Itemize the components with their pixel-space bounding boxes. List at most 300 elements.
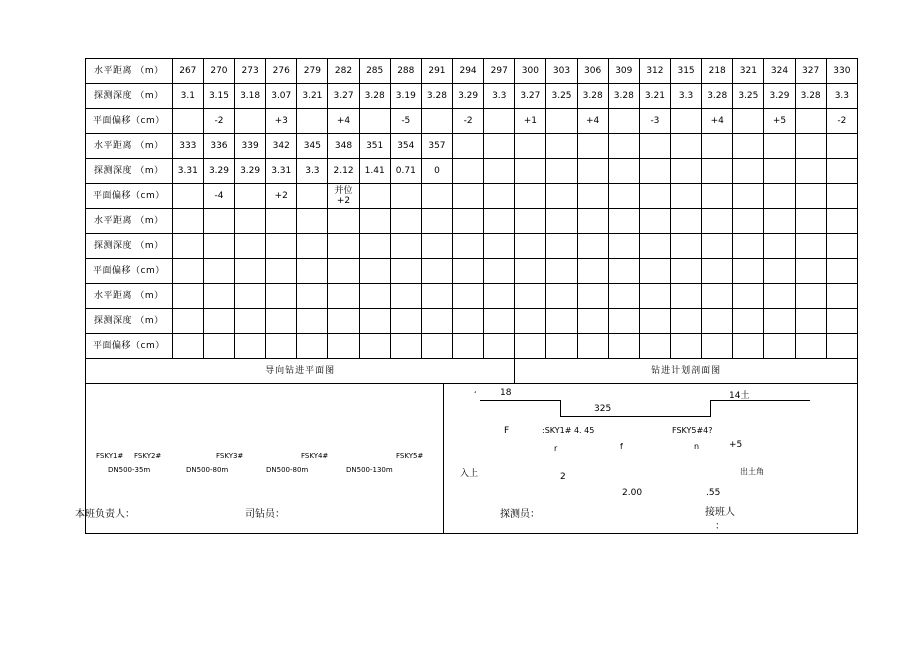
well-label-fsky3: FSKY3#	[216, 452, 244, 460]
footer-driller-label: 司钻员：	[245, 509, 285, 520]
cell	[203, 209, 234, 234]
cell	[390, 334, 421, 359]
cell: 218	[702, 59, 733, 84]
table-row	[86, 334, 858, 359]
cell: 306	[577, 59, 608, 84]
cell	[639, 259, 670, 284]
cell	[733, 209, 764, 234]
row-label-probe-depth: 探测深度 （m）	[86, 234, 173, 259]
ground-step-right	[710, 400, 711, 417]
cell: 288	[390, 59, 421, 84]
drilling-record-sheet	[85, 58, 858, 534]
cell	[515, 334, 546, 359]
cell	[421, 334, 452, 359]
cell: +3	[266, 109, 297, 134]
cell	[764, 234, 795, 259]
table-row	[86, 184, 858, 209]
table-row	[86, 59, 858, 84]
cell	[266, 284, 297, 309]
cell: 3.29	[764, 84, 795, 109]
cell	[826, 334, 857, 359]
cell	[639, 309, 670, 334]
cell	[546, 109, 577, 134]
cell	[359, 209, 390, 234]
cell: 315	[671, 59, 702, 84]
cell	[328, 259, 359, 284]
cell	[390, 234, 421, 259]
cell	[484, 284, 515, 309]
cell: 285	[359, 59, 390, 84]
cell	[546, 234, 577, 259]
cell	[172, 234, 203, 259]
cell	[608, 184, 639, 209]
cell	[733, 334, 764, 359]
cell: 300	[515, 59, 546, 84]
profile-value-325: 325	[594, 404, 612, 414]
cell	[795, 259, 826, 284]
footer-shift-handover-colon: ：	[715, 521, 725, 532]
pipe-label-1: DN500-35m	[108, 466, 151, 474]
cell: 321	[733, 59, 764, 84]
cell	[639, 159, 670, 184]
cell	[453, 159, 484, 184]
cell: 并位 +2	[328, 184, 359, 209]
pipe-label-2: DN500-80m	[186, 466, 229, 474]
cell: -2	[826, 109, 857, 134]
cell	[795, 309, 826, 334]
row-label-plane-offset: 平面偏移（cm）	[86, 109, 173, 134]
cell: +2	[266, 184, 297, 209]
cell: 2.12	[328, 159, 359, 184]
cell: +4	[577, 109, 608, 134]
table-body	[86, 59, 858, 384]
cell	[421, 259, 452, 284]
cell	[608, 159, 639, 184]
cell	[515, 134, 546, 159]
cell	[421, 284, 452, 309]
cell	[795, 109, 826, 134]
cell	[702, 134, 733, 159]
footer-shift-handover-label: 接班人	[705, 507, 735, 518]
cell	[484, 234, 515, 259]
cell	[639, 184, 670, 209]
cell: -4	[203, 184, 234, 209]
cell	[546, 134, 577, 159]
cell	[546, 284, 577, 309]
cell: 3.15	[203, 84, 234, 109]
cell: 3.3	[484, 84, 515, 109]
cell	[577, 259, 608, 284]
cell	[390, 184, 421, 209]
footer-surveyor-label: 探测员：	[500, 509, 540, 520]
cell	[733, 159, 764, 184]
cell: 279	[297, 59, 328, 84]
cell: 297	[484, 59, 515, 84]
cell	[328, 284, 359, 309]
cell	[826, 209, 857, 234]
cell	[546, 184, 577, 209]
cell: 3.29	[235, 159, 266, 184]
profile-label-entry-angle: 入上	[460, 469, 479, 479]
cell	[795, 159, 826, 184]
cell	[608, 234, 639, 259]
cell	[484, 159, 515, 184]
cell: 3.19	[390, 84, 421, 109]
cell	[484, 184, 515, 209]
cell	[702, 334, 733, 359]
cell	[297, 234, 328, 259]
cell	[235, 334, 266, 359]
cell: 3.3	[671, 84, 702, 109]
row-label-probe-depth: 探测深度 （m）	[86, 159, 173, 184]
cell	[235, 184, 266, 209]
cell	[639, 284, 670, 309]
cell	[266, 259, 297, 284]
profile-value-2: 2	[560, 472, 566, 482]
profile-value-18: 18	[500, 388, 512, 398]
cell	[608, 284, 639, 309]
cell	[484, 109, 515, 134]
cell: 3.29	[203, 159, 234, 184]
cell	[421, 184, 452, 209]
cell: 3.28	[577, 84, 608, 109]
cell: 3.27	[515, 84, 546, 109]
cell: 267	[172, 59, 203, 84]
cell	[328, 234, 359, 259]
cell	[577, 184, 608, 209]
profile-label-F: F	[504, 426, 510, 436]
cell: +5	[764, 109, 795, 134]
table-row	[86, 84, 858, 109]
cell	[608, 309, 639, 334]
profile-value-55: .55	[706, 488, 721, 498]
cell	[764, 334, 795, 359]
cell: 270	[203, 59, 234, 84]
cell	[826, 284, 857, 309]
cell: 3.28	[608, 84, 639, 109]
caption-plan-view: 导向钻进平面图	[86, 359, 515, 384]
cell	[484, 209, 515, 234]
cell	[359, 259, 390, 284]
cell	[733, 234, 764, 259]
cell	[172, 284, 203, 309]
cell: 3.18	[235, 84, 266, 109]
cell: 3.28	[359, 84, 390, 109]
cell: 357	[421, 134, 452, 159]
ground-line-mid	[560, 416, 710, 417]
cell: 3.25	[733, 84, 764, 109]
cell: 1.41	[359, 159, 390, 184]
profile-label-sky1: :SKY1# 4. 45	[542, 426, 595, 435]
cell	[671, 209, 702, 234]
cell: 330	[826, 59, 857, 84]
cell	[795, 184, 826, 209]
cell	[421, 309, 452, 334]
cell	[266, 309, 297, 334]
cell	[733, 284, 764, 309]
cell	[390, 259, 421, 284]
cell	[515, 159, 546, 184]
cell	[515, 259, 546, 284]
cell: +4	[702, 109, 733, 134]
cell: 333	[172, 134, 203, 159]
cell: 3.28	[702, 84, 733, 109]
cell	[484, 309, 515, 334]
cell: -2	[203, 109, 234, 134]
cell	[235, 259, 266, 284]
cell	[203, 234, 234, 259]
cell	[172, 109, 203, 134]
cell: 336	[203, 134, 234, 159]
cell: 294	[453, 59, 484, 84]
cell	[608, 334, 639, 359]
cell	[235, 109, 266, 134]
well-label-fsky4: FSKY4#	[301, 452, 329, 460]
row-label-plane-offset: 平面偏移（cm）	[86, 259, 173, 284]
cell: +4	[328, 109, 359, 134]
cell	[671, 109, 702, 134]
cell	[359, 284, 390, 309]
well-label-fsky1: FSKY1#	[96, 452, 124, 460]
well-label-fsky5: FSKY5#	[396, 452, 424, 460]
cell	[453, 259, 484, 284]
cell	[764, 159, 795, 184]
table-row	[86, 234, 858, 259]
cell	[826, 309, 857, 334]
cell: 312	[639, 59, 670, 84]
cell	[546, 334, 577, 359]
plan-view-labels	[86, 452, 443, 482]
cell	[577, 159, 608, 184]
row-label-probe-depth: 探测深度 （m）	[86, 309, 173, 334]
cell	[515, 284, 546, 309]
cell	[172, 309, 203, 334]
cell	[702, 159, 733, 184]
cell	[297, 109, 328, 134]
cell	[453, 284, 484, 309]
cell	[515, 184, 546, 209]
table-row	[86, 159, 858, 184]
cell	[608, 259, 639, 284]
cell	[764, 134, 795, 159]
cell: 3.28	[795, 84, 826, 109]
cell	[453, 184, 484, 209]
cell: 3.28	[421, 84, 452, 109]
cell	[608, 209, 639, 234]
cell	[359, 334, 390, 359]
cell	[577, 234, 608, 259]
cell	[826, 234, 857, 259]
cell	[203, 309, 234, 334]
profile-value-14: 14土	[729, 391, 750, 401]
cell	[764, 209, 795, 234]
table-row	[86, 109, 858, 134]
cell	[328, 209, 359, 234]
cell	[671, 284, 702, 309]
cell: 273	[235, 59, 266, 84]
cell	[577, 134, 608, 159]
cell	[203, 284, 234, 309]
cell	[671, 234, 702, 259]
cell	[764, 309, 795, 334]
cell: 342	[266, 134, 297, 159]
cell: +1	[515, 109, 546, 134]
cell	[172, 259, 203, 284]
cell	[795, 334, 826, 359]
cell	[671, 309, 702, 334]
row-label-probe-depth: 探测深度 （m）	[86, 84, 173, 109]
cell	[421, 234, 452, 259]
cell	[266, 334, 297, 359]
cell	[733, 259, 764, 284]
well-label-fsky2: FSKY2#	[134, 452, 162, 460]
cell	[826, 184, 857, 209]
cell	[328, 309, 359, 334]
cell	[453, 209, 484, 234]
cell	[359, 109, 390, 134]
cell: -2	[453, 109, 484, 134]
cell	[390, 284, 421, 309]
cell	[764, 259, 795, 284]
cell	[172, 209, 203, 234]
cell	[453, 309, 484, 334]
profile-label-n: n	[694, 442, 700, 451]
cell	[702, 184, 733, 209]
cell	[172, 334, 203, 359]
cell	[826, 134, 857, 159]
cell	[608, 134, 639, 159]
cell	[671, 134, 702, 159]
cell	[390, 209, 421, 234]
cell	[359, 309, 390, 334]
row-label-horizontal-distance: 水平距离 （m）	[86, 209, 173, 234]
cell	[671, 184, 702, 209]
caption-profile-view: 钻进计划剖面图	[515, 359, 858, 384]
cell	[421, 209, 452, 234]
cell: 3.21	[297, 84, 328, 109]
cell: 291	[421, 59, 452, 84]
cell	[203, 259, 234, 284]
cell	[546, 209, 577, 234]
cell	[608, 109, 639, 134]
cell: 3.3	[297, 159, 328, 184]
cell	[702, 284, 733, 309]
cell: -5	[390, 109, 421, 134]
cell: 3.31	[172, 159, 203, 184]
cell	[328, 334, 359, 359]
cell: 3.3	[826, 84, 857, 109]
row-label-plane-offset: 平面偏移（cm）	[86, 334, 173, 359]
profile-value-200: 2.00	[622, 488, 643, 498]
cell	[515, 234, 546, 259]
cell	[235, 284, 266, 309]
cell	[764, 184, 795, 209]
cell	[421, 109, 452, 134]
cell	[235, 234, 266, 259]
cell: 282	[328, 59, 359, 84]
cell: 3.31	[266, 159, 297, 184]
cell: 3.29	[453, 84, 484, 109]
cell	[702, 259, 733, 284]
measurement-table	[85, 58, 858, 384]
cell	[577, 334, 608, 359]
cell: 0	[421, 159, 452, 184]
row-label-plane-offset: 平面偏移（cm）	[86, 184, 173, 209]
cell	[671, 334, 702, 359]
cell: 345	[297, 134, 328, 159]
cell	[671, 159, 702, 184]
cell	[235, 309, 266, 334]
cell	[639, 134, 670, 159]
table-row	[86, 309, 858, 334]
cell	[826, 259, 857, 284]
cell	[484, 134, 515, 159]
cell	[297, 309, 328, 334]
table-row	[86, 284, 858, 309]
cell	[235, 209, 266, 234]
cell	[671, 259, 702, 284]
cell	[453, 134, 484, 159]
footer-supervisor-label: 本班负责人：	[75, 509, 135, 520]
ground-line-right	[710, 400, 810, 401]
cell: 303	[546, 59, 577, 84]
cell	[297, 284, 328, 309]
ground-line-left	[480, 400, 560, 401]
cell: 309	[608, 59, 639, 84]
cell: 339	[235, 134, 266, 159]
cell	[733, 184, 764, 209]
cell	[359, 184, 390, 209]
cell	[733, 134, 764, 159]
cell	[795, 284, 826, 309]
cell	[266, 209, 297, 234]
table-row	[86, 259, 858, 284]
cell	[297, 184, 328, 209]
cell: 354	[390, 134, 421, 159]
profile-label-exit-angle: 出土角	[740, 467, 764, 476]
cell: 348	[328, 134, 359, 159]
cell	[577, 284, 608, 309]
pipe-label-3: DN500-80m	[266, 466, 309, 474]
cell	[453, 234, 484, 259]
cell	[546, 309, 577, 334]
cell	[203, 334, 234, 359]
row-label-horizontal-distance: 水平距离 （m）	[86, 284, 173, 309]
cell	[546, 159, 577, 184]
pipe-label-4: DN500-130m	[346, 466, 393, 474]
cell: 351	[359, 134, 390, 159]
row-label-horizontal-distance: 水平距离 （m）	[86, 59, 173, 84]
cell	[266, 234, 297, 259]
cell	[484, 334, 515, 359]
cell	[172, 184, 203, 209]
cell	[702, 234, 733, 259]
cell: 3.07	[266, 84, 297, 109]
cell	[639, 334, 670, 359]
cell	[546, 259, 577, 284]
cell: 3.21	[639, 84, 670, 109]
cell	[577, 309, 608, 334]
cell	[795, 209, 826, 234]
cell	[733, 109, 764, 134]
cell	[795, 234, 826, 259]
cell: 3.1	[172, 84, 203, 109]
cell	[826, 159, 857, 184]
cell	[515, 209, 546, 234]
profile-label-fsky5: FSKY5#4?	[672, 426, 713, 435]
tick-mark: ʻ	[474, 390, 477, 399]
profile-label-r: r	[554, 444, 558, 453]
